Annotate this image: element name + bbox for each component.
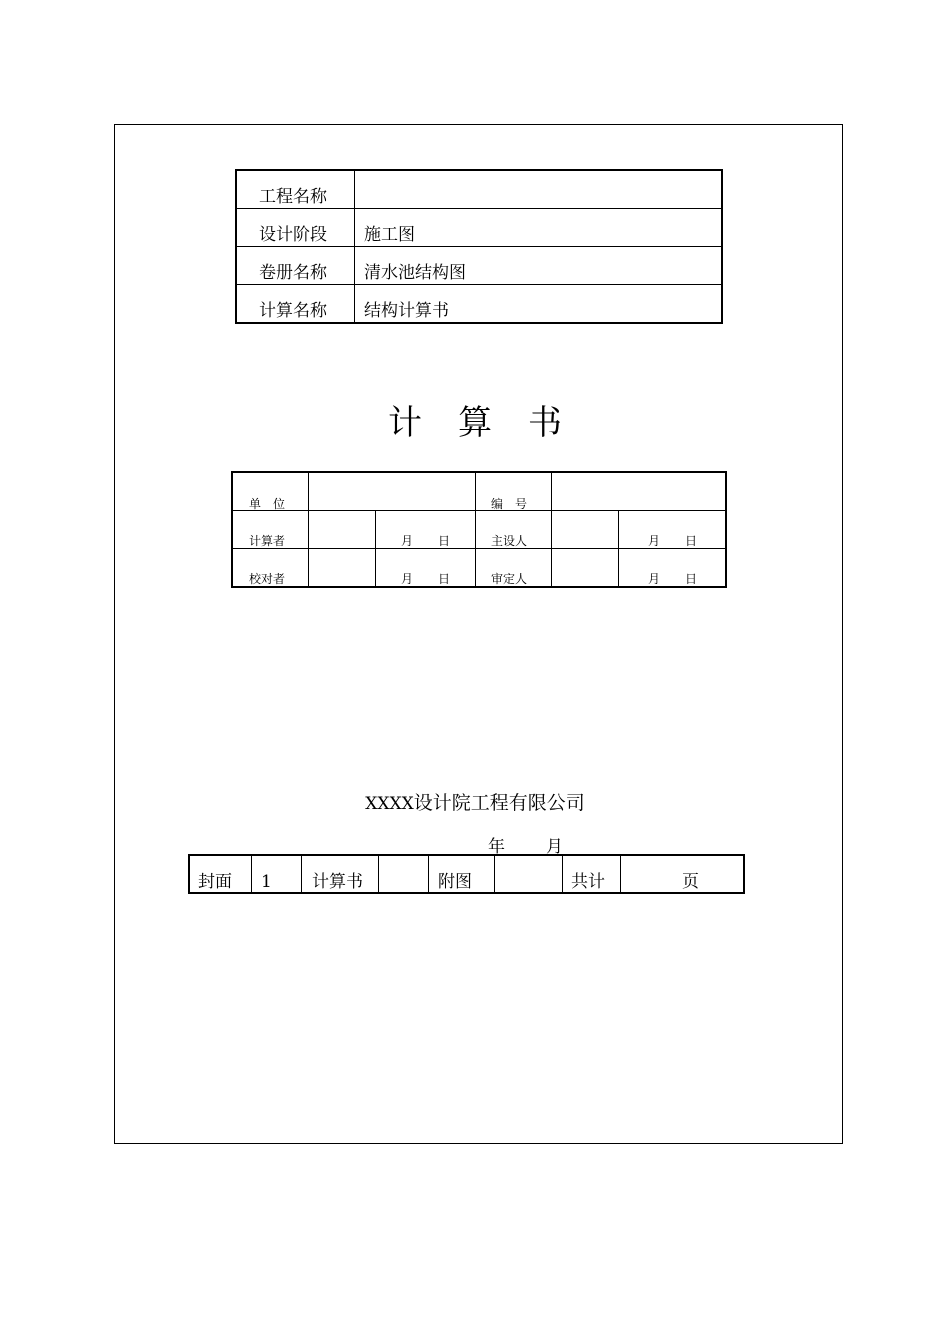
cover-label: 封面 <box>198 872 232 892</box>
info-row-project-name <box>237 171 721 209</box>
info-row-calc-name <box>237 285 721 322</box>
volume-name-label: 卷册名称 <box>259 263 327 283</box>
document-title: 计算书 <box>388 403 598 443</box>
calculator-label: 计算者 <box>249 534 286 548</box>
page-unit-label: 页 <box>682 872 699 892</box>
year-label: 年 <box>488 837 505 857</box>
drawing-label: 附图 <box>438 872 472 892</box>
company-prefix: XXXX <box>365 794 414 814</box>
calc-book-label: 计算书 <box>312 872 363 892</box>
chief-designer-day: 日 <box>685 534 698 548</box>
month-label: 月 <box>546 837 563 857</box>
calc-name-label: 计算名称 <box>259 301 327 321</box>
checker-day: 日 <box>438 572 451 586</box>
design-stage-value: 施工图 <box>364 225 415 245</box>
chief-designer-month: 月 <box>648 534 661 548</box>
approver-label: 审定人 <box>491 572 528 586</box>
unit-label: 单 位 <box>249 497 286 511</box>
company-title: 设计院工程有限公司 <box>413 792 585 814</box>
project-info-table <box>235 169 723 324</box>
number-label: 编 号 <box>491 497 528 511</box>
calculator-month: 月 <box>401 534 414 548</box>
design-stage-label: 设计阶段 <box>259 225 327 245</box>
cover-count: 1 <box>261 872 272 892</box>
info-row-volume-name <box>237 247 721 285</box>
calc-name-value: 结构计算书 <box>364 301 449 321</box>
approver-month: 月 <box>648 572 661 586</box>
checker-month: 月 <box>401 572 414 586</box>
signature-table <box>231 471 727 588</box>
chief-designer-label: 主设人 <box>491 534 528 548</box>
page-count-table <box>188 854 745 894</box>
approver-day: 日 <box>685 572 698 586</box>
calculator-day: 日 <box>438 534 451 548</box>
project-name-label: 工程名称 <box>259 187 327 207</box>
checker-label: 校对者 <box>249 572 286 586</box>
info-row-design-stage <box>237 209 721 247</box>
company-name <box>0 788 950 815</box>
total-label: 共计 <box>571 872 605 892</box>
volume-name-value: 清水池结构图 <box>364 263 466 283</box>
